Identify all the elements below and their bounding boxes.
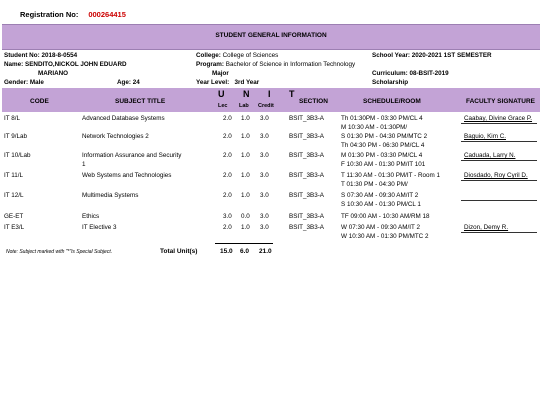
cell-code: IT 8/L bbox=[4, 115, 20, 122]
cell-schedule-1: S 07:30 AM - 09:30 AM/IT 2 bbox=[341, 192, 419, 199]
cell-subject-line2: 1 bbox=[82, 161, 86, 168]
cell-section: BSIT_3B3-A bbox=[289, 152, 324, 159]
student-major-label: Major bbox=[212, 70, 229, 77]
cell-section: BSIT_3B3-A bbox=[289, 115, 324, 122]
cell-schedule-2: S 10:30 AM - 01:30 PM/CL 1 bbox=[341, 201, 421, 208]
header-faculty: FACULTY SIGNATURE bbox=[466, 98, 535, 105]
signature-line bbox=[461, 180, 537, 181]
cell-credit: 3.0 bbox=[260, 213, 269, 220]
cell-lab: 1.0 bbox=[241, 192, 250, 199]
cell-subject: Information Assurance and Security bbox=[82, 152, 182, 159]
cell-lec: 2.0 bbox=[223, 115, 232, 122]
header-schedule: SCHEDULE/ROOM bbox=[363, 98, 421, 105]
cell-schedule-2: W 10:30 AM - 01:30 PM/MTC 2 bbox=[341, 233, 429, 240]
cell-subject: Advanced Database Systems bbox=[82, 115, 165, 122]
cell-credit: 3.0 bbox=[260, 192, 269, 199]
cell-credit: 3.0 bbox=[260, 224, 269, 231]
header-credit: Credit bbox=[258, 103, 274, 109]
header-subject: SUBJECT TITLE bbox=[115, 98, 166, 105]
cell-subject: Web Systems and Technologies bbox=[82, 172, 172, 179]
cell-subject: IT Elective 3 bbox=[82, 224, 117, 231]
header-units: U N I T bbox=[218, 89, 303, 99]
cell-code: GE-ET bbox=[4, 213, 24, 220]
student-program: Program: Bachelor of Science in Information Technology bbox=[196, 61, 356, 68]
cell-code: IT 11/L bbox=[4, 172, 24, 179]
faculty-signature: Diosdado, Roy Cyril D. bbox=[464, 172, 528, 179]
special-subject-note: Note: Subject marked with "*"is Special Subject. bbox=[6, 249, 113, 255]
total-lec: 15.0 bbox=[220, 248, 233, 255]
total-credit: 21.0 bbox=[259, 248, 272, 255]
cell-schedule-2: T 01:30 PM - 04:30 PM/ bbox=[341, 181, 408, 188]
student-gender: Gender: Male bbox=[4, 79, 44, 86]
cell-lec: 2.0 bbox=[223, 152, 232, 159]
signature-line bbox=[461, 123, 537, 124]
cell-code: IT 9/Lab bbox=[4, 133, 27, 140]
cell-lec: 2.0 bbox=[223, 133, 232, 140]
cell-lec: 3.0 bbox=[223, 213, 232, 220]
cell-credit: 3.0 bbox=[260, 115, 269, 122]
cell-lec: 2.0 bbox=[223, 224, 232, 231]
cell-schedule-1: Th 01:30PM - 03:30 PM/CL 4 bbox=[341, 115, 423, 122]
section-banner bbox=[2, 24, 540, 50]
cell-code: IT 10/Lab bbox=[4, 152, 31, 159]
curriculum: Curriculum: 08-BSIT-2019 bbox=[372, 70, 449, 77]
cell-subject: Ethics bbox=[82, 213, 100, 220]
cell-section: BSIT_3B3-A bbox=[289, 133, 324, 140]
faculty-signature: Dizon, Demy R. bbox=[464, 224, 509, 231]
scholarship-label: Scholarship bbox=[372, 79, 409, 86]
cell-code: IT 12/L bbox=[4, 192, 24, 199]
cell-lab: 1.0 bbox=[241, 152, 250, 159]
cell-credit: 3.0 bbox=[260, 172, 269, 179]
cell-subject: Network Technologies 2 bbox=[82, 133, 149, 140]
signature-line bbox=[461, 160, 537, 161]
student-name: Name: SENDITO,NICKOL JOHN EDUARD bbox=[4, 61, 127, 68]
header-code: CODE bbox=[30, 98, 49, 105]
signature-line bbox=[461, 232, 537, 233]
total-lab: 6.0 bbox=[240, 248, 250, 255]
header-lec: Lec bbox=[218, 103, 228, 109]
cell-subject: Multimedia Systems bbox=[82, 192, 139, 199]
student-college: College: College of Sciences bbox=[196, 52, 279, 59]
student-no: Student No: 2018-8-0554 bbox=[4, 52, 78, 59]
cell-lec: 2.0 bbox=[223, 192, 232, 199]
cell-section: BSIT_3B3-A bbox=[289, 213, 324, 220]
cell-schedule-1: M 01:30 PM - 03:30 PM/CL 4 bbox=[341, 152, 423, 159]
banner-title: STUDENT GENERAL INFORMATION bbox=[215, 32, 327, 39]
registration-label: Registration No: bbox=[20, 10, 79, 19]
cell-schedule-1: T 11:30 AM - 01:30 PM/IT - Room 1 bbox=[341, 172, 441, 179]
signature-line bbox=[461, 141, 537, 142]
header-lab: Lab bbox=[239, 103, 249, 109]
signature-line bbox=[461, 200, 537, 201]
cell-schedule-1: TF 09:00 AM - 10:30 AM/RM 18 bbox=[341, 213, 430, 220]
school-year: School Year: 2020-2021 1ST SEMESTER bbox=[372, 52, 492, 59]
student-name-line2: MARIANO bbox=[38, 70, 69, 77]
cell-lab: 0.0 bbox=[241, 213, 250, 220]
cell-credit: 3.0 bbox=[260, 133, 269, 140]
faculty-signature: Caabay, Divine Grace P. bbox=[464, 115, 533, 122]
cell-lab: 1.0 bbox=[241, 172, 250, 179]
student-year-level: Year Level: 3rd Year bbox=[196, 79, 260, 86]
registration-value: 000264415 bbox=[88, 10, 126, 19]
header-section: SECTION bbox=[299, 98, 328, 105]
total-units-label: Total Unit(s) bbox=[160, 248, 198, 255]
cell-schedule-1: W 07:30 AM - 09:30 AM/IT 2 bbox=[341, 224, 420, 231]
cell-section: BSIT_3B3-A bbox=[289, 172, 324, 179]
cell-schedule-1: S 01:30 PM - 04:30 PM/MTC 2 bbox=[341, 133, 428, 140]
total-divider bbox=[215, 243, 273, 244]
student-age: Age: 24 bbox=[117, 79, 140, 86]
cell-lab: 1.0 bbox=[241, 133, 250, 140]
cell-credit: 3.0 bbox=[260, 152, 269, 159]
cell-section: BSIT_3B3-A bbox=[289, 224, 324, 231]
faculty-signature: Baguio, Kim C. bbox=[464, 133, 506, 140]
cell-lab: 1.0 bbox=[241, 224, 250, 231]
cell-code: IT E3/L bbox=[4, 224, 25, 231]
cell-lab: 1.0 bbox=[241, 115, 250, 122]
cell-schedule-2: F 10:30 AM - 01:30 PM/IT 101 bbox=[341, 161, 426, 168]
faculty-signature: Caduada, Larry N. bbox=[464, 152, 516, 159]
cell-lec: 2.0 bbox=[223, 172, 232, 179]
registration-number bbox=[20, 10, 126, 19]
cell-section: BSIT_3B3-A bbox=[289, 192, 324, 199]
cell-schedule-2: Th 04:30 PM - 06:30 PM/CL 4 bbox=[341, 142, 425, 149]
cell-schedule-2: M 10:30 AM - 01:30PM/ bbox=[341, 124, 408, 131]
